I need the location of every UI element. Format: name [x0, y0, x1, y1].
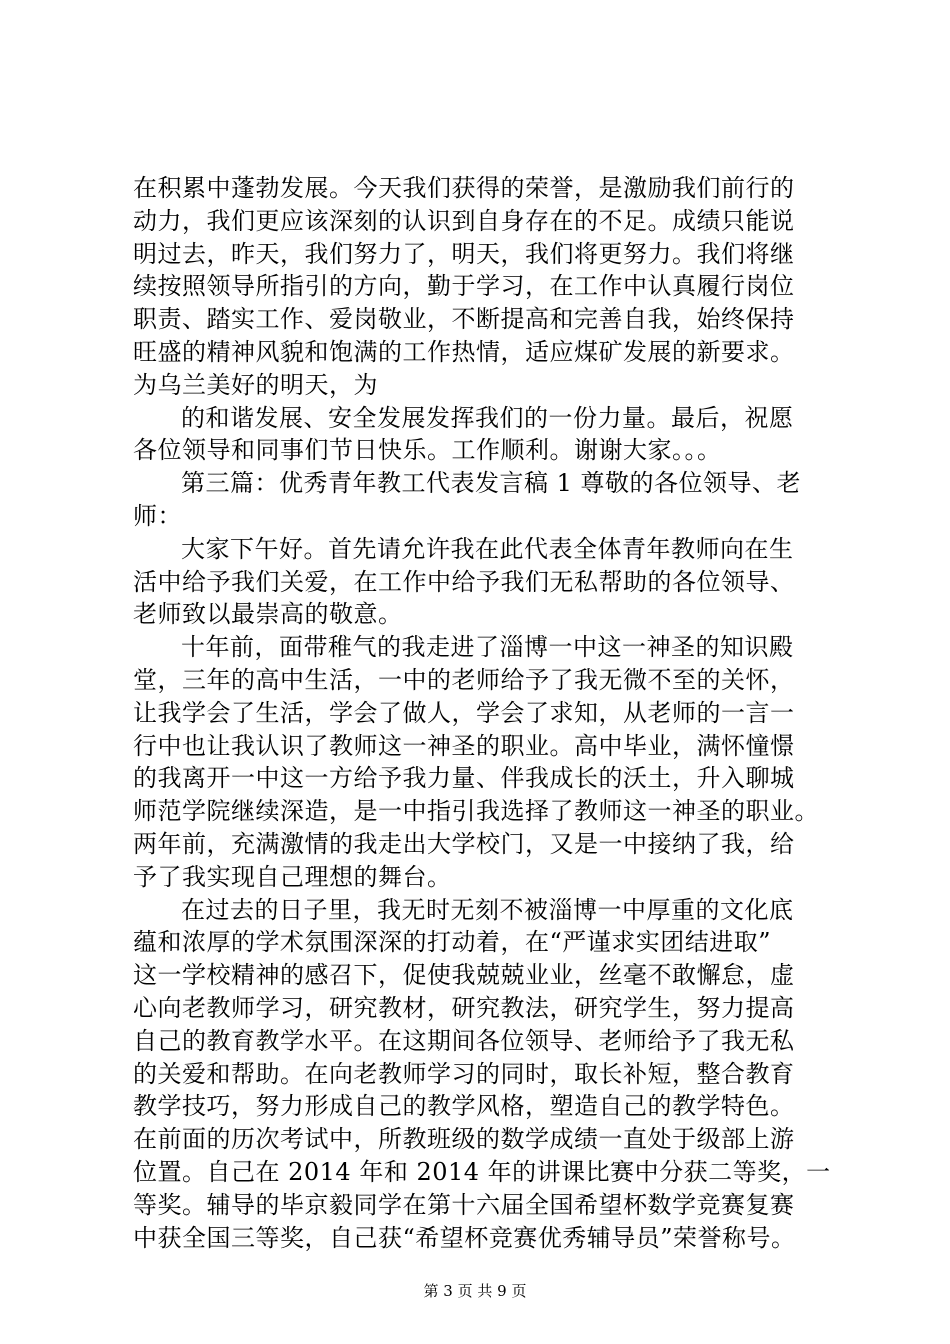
text-line: 为乌兰美好的明天，为: [133, 370, 378, 399]
text-line: 旺盛的精神风貌和饱满的工作热情，适应煤矿发展的新要求。: [133, 337, 795, 366]
text-line: 位置。自己在 2014 年和 2014 年的讲课比赛中分获二等奖，一: [133, 1157, 831, 1186]
text-line: 堂，三年的高中生活，一中的老师给予了我无微不至的关怀，: [133, 665, 795, 694]
text-line: 动力，我们更应该深刻的认识到自身存在的不足。成绩只能说: [133, 206, 795, 235]
text-line: 职责、踏实工作、爱岗敬业，不断提高和完善自我，始终保持: [133, 305, 795, 334]
text-line: 续按照领导所指引的方向，勤于学习，在工作中认真履行岗位: [133, 272, 795, 301]
text-line: 自己的教育教学水平。在这期间各位领导、老师给予了我无私: [133, 1026, 795, 1055]
text-line: 各位领导和同事们节日快乐。工作顺利。谢谢大家。。。: [133, 436, 722, 465]
text-line: 让我学会了生活，学会了做人，学会了求知，从老师的一言一: [133, 698, 795, 727]
text-line: 蕴和浓厚的学术氛围深深的打动着，在“严谨求实团结进取”: [133, 928, 772, 957]
text-line: 予了我实现自己理想的舞台。: [133, 862, 452, 891]
text-line: 的我离开一中这一方给予我力量、伴我成长的沃土，升入聊城: [133, 764, 795, 793]
text-line: 行中也让我认识了教师这一神圣的职业。高中毕业，满怀憧憬: [133, 731, 795, 760]
text-line: 明过去，昨天，我们努力了，明天，我们将更努力。我们将继: [133, 239, 795, 268]
text-line: 中获全国三等奖，自己获“希望杯竞赛优秀辅导员”荣誉称号。: [133, 1223, 796, 1252]
text-line: 的关爱和帮助。在向老教师学习的同时，取长补短，整合教育: [133, 1059, 795, 1088]
page-number-label: 第 3 页 共 9 页: [423, 1282, 527, 1300]
text-line: 教学技巧，努力形成自己的教学风格，塑造自己的教学特色。: [133, 1092, 795, 1121]
text-line: 在前面的历次考试中，所教班级的数学成绩一直处于级部上游: [133, 1125, 795, 1154]
text-line: 两年前，充满激情的我走出大学校门，又是一中接纳了我，给: [133, 829, 795, 858]
text-line: 十年前，面带稚气的我走进了淄博一中这一神圣的知识殿: [181, 633, 794, 662]
text-line: 在过去的日子里，我无时无刻不被淄博一中厚重的文化底: [181, 895, 794, 924]
text-line: 师范学院继续深造，是一中指引我选择了教师这一神圣的职业。: [133, 797, 819, 826]
text-line: 心向老教师学习，研究教材，研究教法，研究学生，努力提高: [133, 993, 795, 1022]
page-footer: [0, 1281, 950, 1301]
text-line: 活中给予我们关爱，在工作中给予我们无私帮助的各位领导、: [133, 567, 795, 596]
text-line: 的和谐发展、安全发展发挥我们的一份力量。最后，祝愿: [181, 403, 794, 432]
text-line: 大家下午好。首先请允许我在此代表全体青年教师向在生: [181, 534, 794, 563]
text-line: 第三篇：优秀青年教工代表发言稿 1 尊敬的各位领导、老: [181, 469, 802, 498]
text-line: 这一学校精神的感召下，促使我兢兢业业，丝毫不敢懈怠，虚: [133, 961, 795, 990]
text-line: 在积累中蓬勃发展。今天我们获得的荣誉，是激励我们前行的: [133, 174, 795, 202]
text-line: 等奖。辅导的毕京毅同学在第十六届全国希望杯数学竞赛复赛: [133, 1190, 795, 1219]
text-line: 师：: [133, 501, 182, 530]
document-body: [133, 172, 833, 1254]
text-line: 老师致以最崇高的敬意。: [133, 600, 403, 629]
